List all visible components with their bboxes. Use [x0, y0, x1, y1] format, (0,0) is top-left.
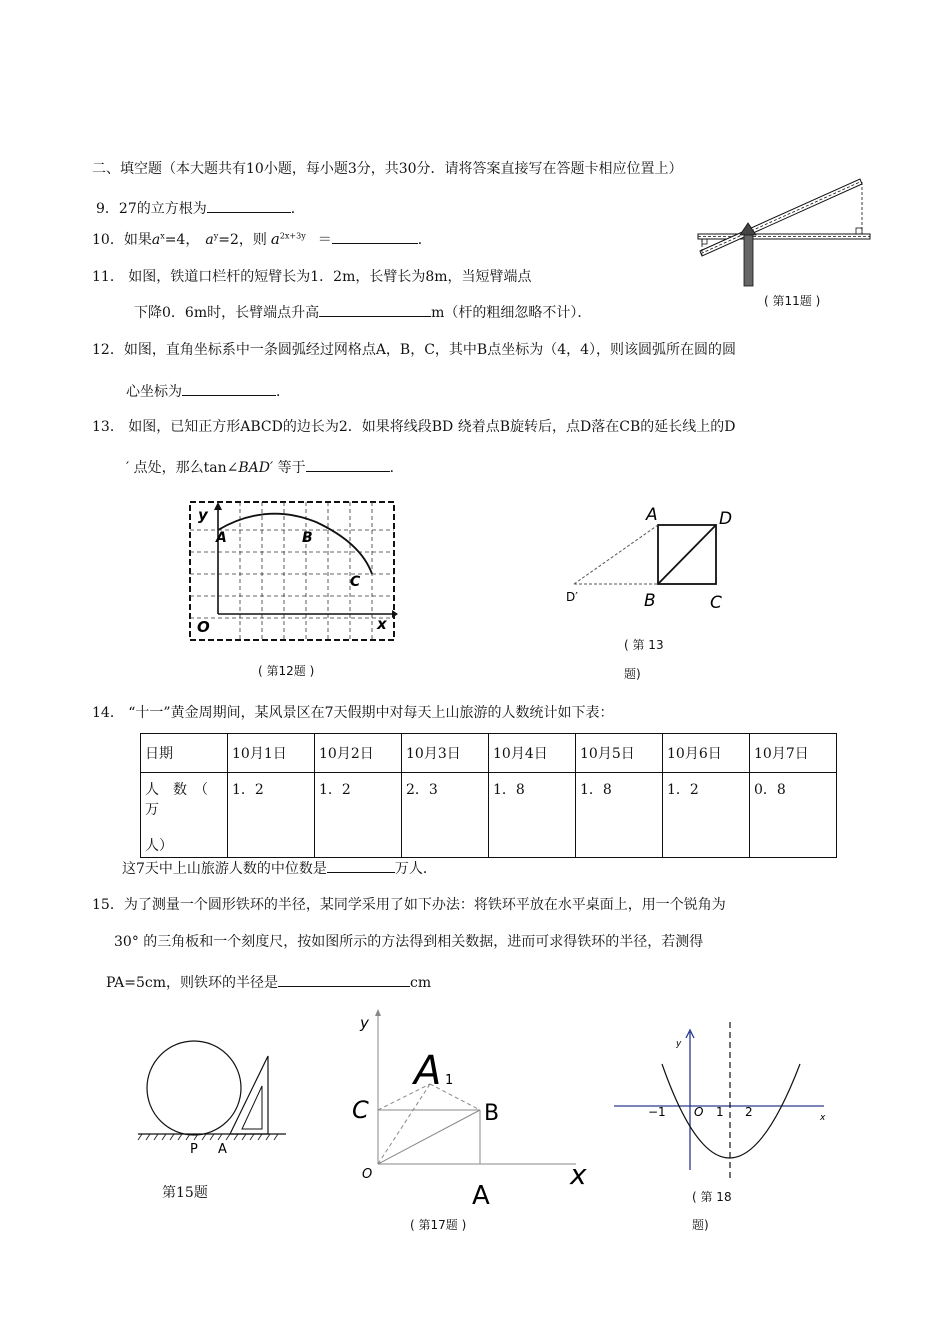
q18-caption-b: 题) [692, 1218, 709, 1232]
q12-grid-figure [186, 498, 398, 646]
q12-end: ． [276, 384, 290, 400]
q17-y-arrow [375, 1009, 381, 1016]
q17-label-a1: A [414, 1048, 442, 1094]
q15-answer-blank[interactable] [278, 972, 410, 987]
q12-label-c: C [350, 574, 361, 590]
q18-label-1: 1 [716, 1105, 724, 1119]
q15-label-a: A [218, 1142, 227, 1157]
q14-header-cell: 10月3日 [402, 734, 489, 773]
q15-caption: 第15题 [162, 1185, 208, 1201]
q14-header-cell: 10月2日 [315, 734, 402, 773]
q18-parabola-figure [610, 1020, 832, 1180]
q12-label-x: x [377, 615, 387, 633]
q17-label-y: y [360, 1014, 369, 1032]
q12-line2-text: 心坐标为 [126, 384, 182, 400]
q14-answer-blank[interactable] [327, 858, 395, 873]
q14-value-cell: 1．8 [576, 773, 663, 858]
q10-pre: 10．如果 [92, 232, 152, 248]
q13-line1: 13． 如图，已知正方形ABCD的边长为2．如果将线段BD 绕着点B旋转后，点D落在CB的延长线上的D [92, 419, 736, 435]
q10-answer-blank[interactable] [332, 229, 418, 244]
q17-figure [348, 1006, 598, 1206]
q17-segment-ob [378, 1110, 480, 1164]
q13-caption-b: 题) [624, 667, 641, 681]
q11-horizontal-bar [698, 234, 870, 239]
q12-grid-lines [190, 502, 394, 640]
q17-label-b: B [484, 1101, 500, 1126]
q14-row-label [141, 773, 228, 858]
q17-label-x: x [570, 1158, 587, 1191]
q10-mid2: =2，则 [218, 232, 267, 248]
q12-label-b: B [302, 530, 313, 546]
q18-label-o: O [694, 1105, 704, 1119]
q10-var-a: a [151, 232, 161, 248]
q14-header-cell: 10月7日 [750, 734, 837, 773]
q11-line2-text: 下降0．6m时，长臂端点升高 [134, 305, 320, 321]
q11-post [744, 231, 753, 286]
q14-value-cell: 1．8 [489, 773, 576, 858]
q12-y-arrow [214, 502, 222, 510]
q13-line2-post: 等于 [273, 460, 306, 476]
q17-caption: ( 第17题 ) [410, 1218, 467, 1232]
q12-label-o: O [197, 618, 210, 636]
q11-right-angle-short [702, 239, 707, 244]
q15-ring [147, 1041, 241, 1135]
question-9 [96, 198, 305, 218]
q13-diagonal-bd [658, 525, 716, 584]
q13-segment-ad [574, 525, 658, 584]
q14-header-cell: 10月5日 [576, 734, 663, 773]
q13-square-figure [560, 500, 750, 618]
q11-right-angle-long [856, 228, 862, 234]
q9-end: ． [290, 201, 305, 217]
q17-segment-oa1 [378, 1084, 430, 1164]
q15-line3-text: PA=5cm，则铁环的半径是 [106, 975, 278, 991]
q9-text: 9．27的立方根为 [96, 201, 207, 217]
q14-value-cell: 1．2 [663, 773, 750, 858]
q13-label-c: C [710, 593, 722, 613]
q18-label-2: 2 [745, 1105, 753, 1119]
q15-ring-figure [134, 1030, 294, 1160]
q10-end: ． [417, 232, 432, 248]
q12-border [190, 502, 394, 640]
q17-label-a1-sub: 1 [445, 1073, 454, 1088]
q18-parabola [662, 1064, 800, 1158]
q15-table-hatch [138, 1134, 278, 1140]
q13-end: ． [389, 460, 404, 476]
q9-answer-blank[interactable] [207, 198, 291, 213]
q10-eq: ＝ [317, 232, 332, 248]
q13-line2-pre: ′ 点处，那么tan∠ [126, 460, 239, 476]
q14-header-row [141, 734, 837, 773]
q12-arc [218, 514, 372, 574]
q13-label-dprime: D′ [566, 590, 578, 604]
q14-value-cell: 2．3 [402, 773, 489, 858]
q11-answer-blank[interactable] [319, 302, 431, 317]
q14-after [122, 858, 437, 878]
q18-label-minus1: −1 [648, 1105, 666, 1119]
q10-mid1: =4， [164, 232, 200, 248]
q12-label-a: A [216, 530, 227, 546]
q18-label-y: y [676, 1039, 682, 1049]
q11-barrier-figure [692, 175, 874, 290]
q10-exp-2x3y: 2x+3y [279, 231, 306, 241]
q12-caption: ( 第12题 ) [258, 664, 315, 678]
q14-value-cell: 0．8 [750, 773, 837, 858]
q15-label-p: P [190, 1142, 198, 1157]
q15-triangle-inner [242, 1086, 262, 1129]
q18-label-x: x [820, 1113, 826, 1123]
q14-intro: 14． “十一”黄金周期间，某风景区在7天假期中对每天上山旅游的人数统计如下表： [92, 705, 614, 721]
q11-line2-end: m（杆的粗细忽略不计）． [431, 305, 592, 321]
q12-line2 [126, 381, 290, 401]
q11-line2 [134, 302, 591, 322]
q14-after-end: 万人． [394, 861, 437, 877]
q14-row-label-b: 人） [145, 838, 173, 854]
q10-var-a3: a [270, 230, 280, 248]
q14-value-cell: 1．2 [228, 773, 315, 858]
q14-header-cell: 10月1日 [228, 734, 315, 773]
q15-line1: 15．为了测量一个圆形铁环的半径，某同学采用了如下办法：将铁环平放在水平桌面上，用一个锐角为 [92, 897, 726, 913]
q13-line2 [126, 457, 404, 477]
q12-label-y: y [198, 506, 208, 524]
q14-table [140, 733, 837, 858]
q14-value-cell: 1．2 [315, 773, 402, 858]
q18-caption-a: ( 第 18 [692, 1190, 732, 1204]
q12-answer-blank[interactable] [182, 381, 276, 396]
q15-line3-end: cm [410, 975, 432, 991]
q14-header-cell: 10月4日 [489, 734, 576, 773]
q17-label-c: C [352, 1096, 369, 1124]
q17-label-a: A [472, 1181, 490, 1206]
q11-caption: ( 第11题 ) [764, 294, 821, 308]
q14-header-cell: 10月6日 [663, 734, 750, 773]
q12-line1: 12．如图，直角坐标系中一条圆弧经过网格点A，B，C，其中B点坐标为（4，4），则该圆弧所在圆的圆 [92, 342, 737, 358]
q13-label-b: B [644, 591, 656, 611]
q13-answer-blank[interactable] [306, 457, 390, 472]
q14-data-row [141, 773, 837, 858]
q10-exp-x: x [160, 231, 165, 241]
section-title: 二、填空题（本大题共有10小题，每小题3分，共30分．请将答案直接写在答题卡相应位置上） [92, 161, 683, 177]
q10-exp-y: y [213, 231, 219, 241]
q14-header-cell: 日期 [141, 734, 228, 773]
q11-line1: 11． 如图，铁道口栏杆的短臂长为1．2m，长臂长为8m，当短臂端点 [92, 269, 532, 285]
question-10 [92, 229, 432, 249]
q15-line3 [106, 972, 431, 992]
q13-caption-a: ( 第 13 [624, 638, 664, 652]
q13-label-a: A [646, 505, 658, 525]
q14-row-label-a: 人 数 （ 万 [145, 782, 222, 818]
q15-line2: 30° 的三角板和一个刻度尺，按如图所示的方法得到相关数据，进而可求得铁环的半径，若测得 [114, 934, 704, 950]
q13-angle: BAD′ [238, 460, 274, 476]
q13-label-d: D [719, 509, 733, 529]
q10-var-a2: a [205, 232, 214, 248]
q17-label-o: O [362, 1167, 373, 1182]
q11-tilted-bar [700, 179, 862, 256]
q14-after-text: 这7天中上山旅游人数的中位数是 [122, 861, 327, 877]
